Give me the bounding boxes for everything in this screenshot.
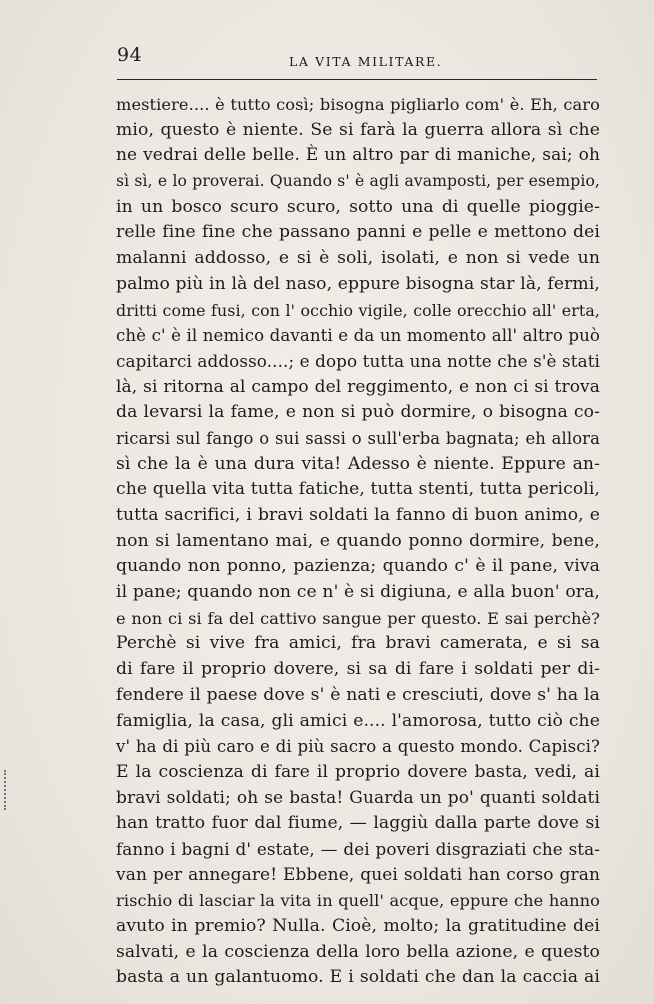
page-header bbox=[117, 44, 597, 74]
text-line: in un bosco scuro scuro, sotto una di quelle pioggie- bbox=[116, 196, 600, 217]
text-line: che quella vita tutta fatiche, tutta stenti, tutta pericoli, bbox=[116, 479, 601, 500]
text-line: basta a un galantuomo. E i soldati che dan la caccia ai bbox=[116, 967, 600, 988]
text-line: avuto in premio? Nulla. Cioè, molto; la gratitudine dei bbox=[116, 916, 600, 936]
page-number: 94 bbox=[117, 44, 143, 66]
text-line: capitarci addosso....; e dopo tutta una notte che s'è stati bbox=[116, 350, 600, 371]
text-line: quando non ponno, pazienza; quando c' è il pane, viva bbox=[116, 556, 600, 577]
text-line: mestiere.... è tutto così; bisogna pigliarlo com' è. Eh, caro bbox=[116, 95, 600, 114]
text-line: tutta sacrifici, i bravi soldati la fanno di buon animo, e bbox=[116, 505, 600, 525]
text-line: fanno i bagni d' estate, — dei poveri disgraziati che sta- bbox=[116, 838, 600, 859]
text-line: famiglia, la casa, gli amici e.... l'amorosa, tutto ciò che bbox=[116, 710, 600, 731]
text-line: E la coscienza di fare il proprio dovere basta, vedi, ai bbox=[116, 761, 600, 782]
text-line: ne vedrai delle belle. È un altro par di maniche, sai; oh bbox=[116, 145, 600, 166]
text-line: chè c' è il nemico davanti e da un momento all' altro può bbox=[116, 326, 600, 346]
text-line: han tratto fuor dal fiume, — laggiù dalla parte dove si bbox=[116, 813, 600, 834]
text-line: sì che la è una dura vita! Adesso è niente. Eppure an- bbox=[116, 453, 600, 474]
text-line: v' ha di più caro e di più sacro a questo mondo. Capisci? bbox=[116, 737, 600, 757]
text-line: ricarsi sul fango o sui sassi o sull'erba bagnata; eh allora bbox=[116, 428, 600, 448]
text-line: il pane; quando non ce n' è si digiuna, e alla buon' ora, bbox=[116, 582, 600, 603]
text-line: non si lamentano mai, e quando ponno dormire, bene, bbox=[116, 530, 600, 551]
text-line: dritti come fusi, con l' occhio vigile, colle orecchio all' erta, bbox=[116, 300, 600, 320]
body-text bbox=[116, 92, 600, 991]
text-line: di fare il proprio dovere, si sa di fare i soldati per di- bbox=[116, 659, 600, 680]
text-line: sì sì, e lo proverai. Quando s' è agli avamposti, per esempio, bbox=[116, 172, 600, 191]
text-line: relle fine fine che passano panni e pelle e mettono dei bbox=[116, 222, 600, 243]
text-line: rischio di lasciar la vita in quell' acque, eppure che hanno bbox=[116, 891, 600, 911]
text-line: van per annegare! Ebbene, quei soldati han corso gran bbox=[116, 864, 600, 885]
text-line: Perchè si vive fra amici, fra bravi camerata, e si sa bbox=[116, 633, 600, 654]
text-line: là, si ritorna al campo del reggimento, e non ci si trova bbox=[116, 376, 600, 397]
text-line: fendere il paese dove s' è nati e cresciuti, dove s' ha la bbox=[116, 684, 600, 705]
running-title: LA VITA MILITARE. bbox=[289, 54, 443, 69]
text-line: da levarsi la fame, e non si può dormire, o bisogna co- bbox=[116, 402, 600, 423]
text-line: malanni addosso, e si è soli, isolati, e non si vede un bbox=[116, 248, 600, 269]
text-line: bravi soldati; oh se basta! Guarda un po' quanti soldati bbox=[116, 787, 600, 808]
margin-mark bbox=[4, 770, 12, 810]
text-line: palmo più in là del naso, eppure bisogna star là, fermi, bbox=[116, 273, 600, 294]
text-line: e non ci si fa del cattivo sangue per questo. E sai perchè? bbox=[116, 608, 600, 628]
text-line: salvati, e la coscienza della loro bella azione, e questo bbox=[116, 941, 600, 962]
header-rule bbox=[117, 79, 597, 80]
text-line: mio, questo è niente. Se si farà la guerra allora sì che bbox=[116, 119, 600, 140]
